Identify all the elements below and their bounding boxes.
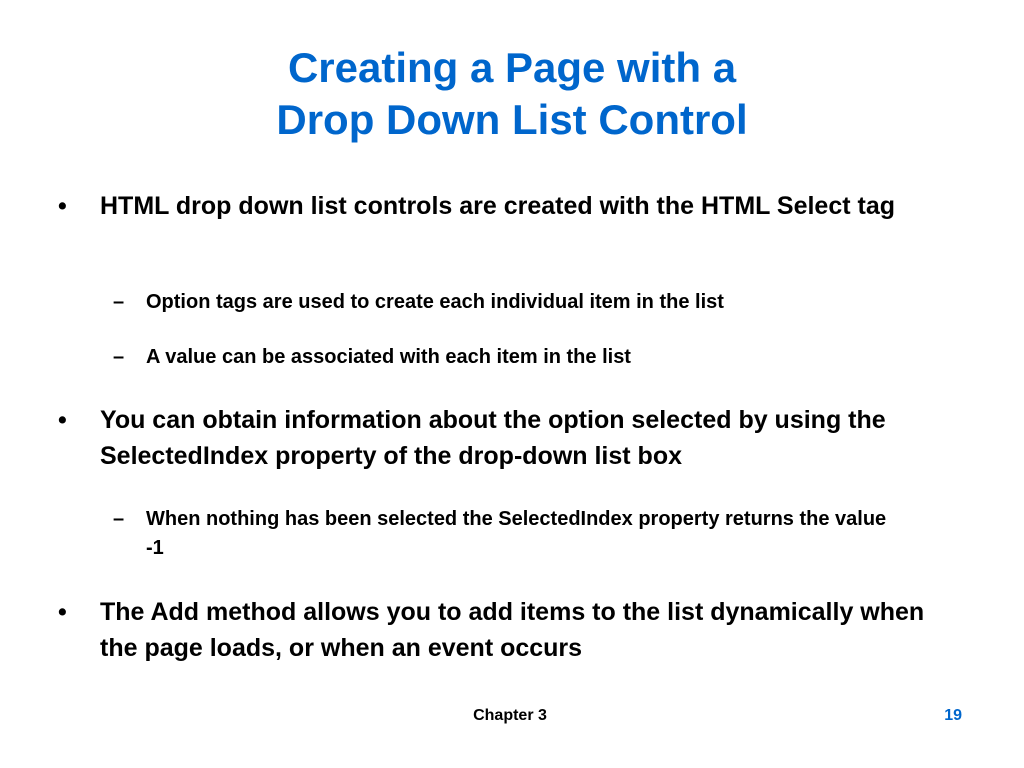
bullet-point-2	[58, 402, 960, 474]
sub-point-1-1	[113, 288, 946, 317]
sub-point-text: A value can be associated with each item in the list	[146, 346, 631, 368]
bullet-icon: •	[58, 192, 67, 220]
sub-point-2-1	[113, 505, 906, 563]
bullet-icon: •	[58, 406, 67, 434]
footer-chapter: Chapter 3	[473, 707, 547, 724]
sub-point-1-2	[113, 343, 946, 372]
sub-point-text: Option tags are used to create each individual item in the list	[146, 291, 724, 313]
bullet-text: The Add method allows you to add items to the list dynamically when the page loads, or when an event occurs	[100, 598, 925, 662]
bullet-point-3	[58, 594, 960, 666]
bullet-icon: •	[58, 598, 67, 626]
bullet-text: HTML drop down list controls are created with the HTML Select tag	[100, 192, 896, 220]
bullet-text: You can obtain information about the option selected by using the SelectedIndex property of the drop-down list box	[100, 406, 886, 470]
dash-icon: –	[113, 346, 125, 368]
title-line-2: Drop Down List Control	[276, 96, 748, 143]
sub-point-text: When nothing has been selected the SelectedIndex property returns the value -1	[146, 508, 887, 559]
dash-icon: –	[113, 291, 125, 313]
dash-icon: –	[113, 508, 125, 530]
page-number: 19	[944, 707, 962, 724]
title-line-1: Creating a Page with a	[287, 44, 737, 91]
bullet-point-1	[58, 188, 960, 224]
